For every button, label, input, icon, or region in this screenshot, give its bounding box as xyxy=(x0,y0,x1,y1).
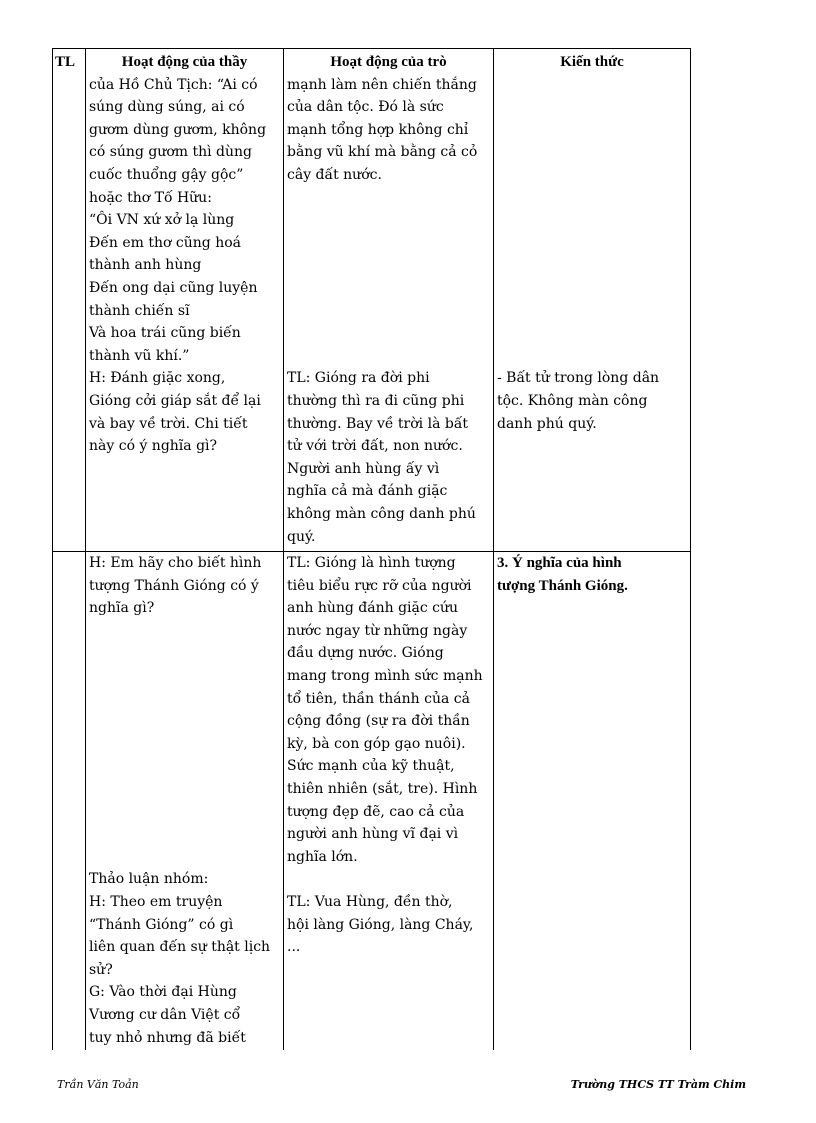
spacer xyxy=(497,74,687,368)
text-line: H: Đánh giặc xong, xyxy=(89,370,226,387)
text-line: thành anh hùng xyxy=(89,257,202,274)
text-line: bằng vũ khí mà bằng cả cỏ xyxy=(287,144,478,161)
text-line: Sức mạnh của kỹ thuật, xyxy=(287,758,455,775)
text-line: thành vũ khí.” xyxy=(89,347,190,364)
text-line: tộc. Không màn công xyxy=(497,392,648,409)
text-line: cây đất nước. xyxy=(287,166,382,183)
text-line: tượng Thánh Gióng có ý xyxy=(89,577,259,594)
student-cell xyxy=(284,74,494,552)
text-line: không màn công danh phú xyxy=(287,505,476,522)
header-tl: TL xyxy=(53,49,86,74)
knowledge-cell xyxy=(494,552,691,1050)
text-line: liên quan đến sự thật lịch xyxy=(89,939,271,956)
text-line: kỳ, bà con góp gạo nuôi). xyxy=(287,735,466,752)
text-line: H: Theo em truyện xyxy=(89,894,223,911)
text-line: hoặc thơ Tố Hữu: xyxy=(89,189,212,206)
header-knowledge: Kiến thức xyxy=(494,49,691,74)
text-line: “Ôi VN xứ xở lạ lùng xyxy=(89,212,235,229)
text-line: nghĩa cả mà đánh giặc xyxy=(287,483,448,500)
text-line: tượng đẹp đẽ, cao cả của xyxy=(287,803,465,820)
text-line: và bay về trời. Chi tiết xyxy=(89,415,248,432)
teacher-cell xyxy=(86,552,284,1050)
spacer xyxy=(287,187,490,368)
text-line: TL: Vua Hùng, đền thờ, xyxy=(287,894,453,910)
text-line: nghĩa gì? xyxy=(89,600,155,617)
text-line: Gióng cởi giáp sắt để lại xyxy=(89,392,261,409)
footer-school: Trường THCS TT Tràm Chim xyxy=(570,1078,746,1091)
text-line: của dân tộc. Đó là sức xyxy=(287,99,444,116)
text-line: H: Em hãy cho biết hình xyxy=(89,555,262,572)
text-line: anh hùng đánh giặc cứu xyxy=(287,600,459,617)
text-line: thường. Bay về trời là bất xyxy=(287,415,469,432)
text-line: này có ý nghĩa gì? xyxy=(89,438,218,455)
text-line: ... xyxy=(287,939,301,956)
text-line: súng dùng súng, ai có xyxy=(89,99,245,116)
text-line: gươm dùng gươm, không xyxy=(89,121,267,138)
text-line: Vương cư dân Việt cổ xyxy=(89,1007,241,1024)
text-line: nghĩa lớn. xyxy=(287,848,358,865)
text-line: quý. xyxy=(287,528,316,545)
text-line: tiêu biểu rực rỡ của người xyxy=(287,577,472,594)
text-line: TL: Gióng là hình tượng xyxy=(287,555,456,572)
section-heading: 3. Ý nghĩa của hình xyxy=(497,555,622,572)
text-line: cộng đồng (sự ra đời thần xyxy=(287,713,470,730)
student-cell xyxy=(284,552,494,1050)
text-line: mang trong mình sức mạnh xyxy=(287,668,483,685)
text-line: Và hoa trái cũng biến xyxy=(89,325,241,342)
text-line: mạnh tổng hợp không chỉ xyxy=(287,121,469,138)
text-line: tổ tiên, thần thánh của cả xyxy=(287,690,470,707)
text-line: người anh hùng vĩ đại vì xyxy=(287,826,459,843)
spacer xyxy=(287,868,490,891)
header-student: Hoạt động của trò xyxy=(284,49,494,74)
text-line: Đến em thơ cũng hoá xyxy=(89,234,241,251)
text-line: nước ngay từ những ngày xyxy=(287,622,468,639)
section-heading: tượng Thánh Gióng. xyxy=(497,577,628,594)
text-line: Thảo luận nhóm: xyxy=(89,871,209,888)
table-header-row xyxy=(53,49,691,74)
text-line: hội làng Gióng, làng Cháy, xyxy=(287,916,474,933)
spacer xyxy=(89,620,280,869)
text-line: Đến ong dại cũng luyện xyxy=(89,279,258,296)
text-line: đầu dựng nước. Gióng xyxy=(287,645,444,662)
tl-cell xyxy=(53,552,86,1050)
text-line: danh phú quý. xyxy=(497,415,597,432)
text-line: Người anh hùng ấy vì xyxy=(287,460,440,477)
table-row xyxy=(53,552,691,1050)
text-line: của Hồ Chủ Tịch: “Ai có xyxy=(89,76,258,93)
text-line: thường thì ra đi cũng phi xyxy=(287,392,465,409)
text-line: - Bất tử trong lòng dân xyxy=(497,370,660,387)
text-line: tuy nhỏ nhưng đã biết xyxy=(89,1029,246,1046)
text-line: tử với trời đất, non nước. xyxy=(287,438,463,455)
text-line: mạnh làm nên chiến thắng xyxy=(287,76,477,93)
text-line: thiên nhiên (sắt, tre). Hình xyxy=(287,781,478,798)
footer-author: Trần Văn Toản xyxy=(57,1078,139,1091)
teacher-cell xyxy=(86,74,284,552)
text-line: cuốc thuổng gậy gộc” xyxy=(89,166,244,183)
table-row xyxy=(53,74,691,552)
text-line: sử? xyxy=(89,961,113,978)
knowledge-cell xyxy=(494,74,691,552)
header-teacher: Hoạt động của thầy xyxy=(86,49,284,74)
text-line: thành chiến sĩ xyxy=(89,302,190,319)
lesson-table xyxy=(52,48,691,1050)
text-line: TL: Gióng ra đời phi xyxy=(287,370,430,387)
tl-cell xyxy=(53,74,86,552)
text-line: G: Vào thời đại Hùng xyxy=(89,984,237,1001)
text-line: “Thánh Gióng” có gì xyxy=(89,916,234,933)
text-line: có súng gươm thì dùng xyxy=(89,144,253,161)
